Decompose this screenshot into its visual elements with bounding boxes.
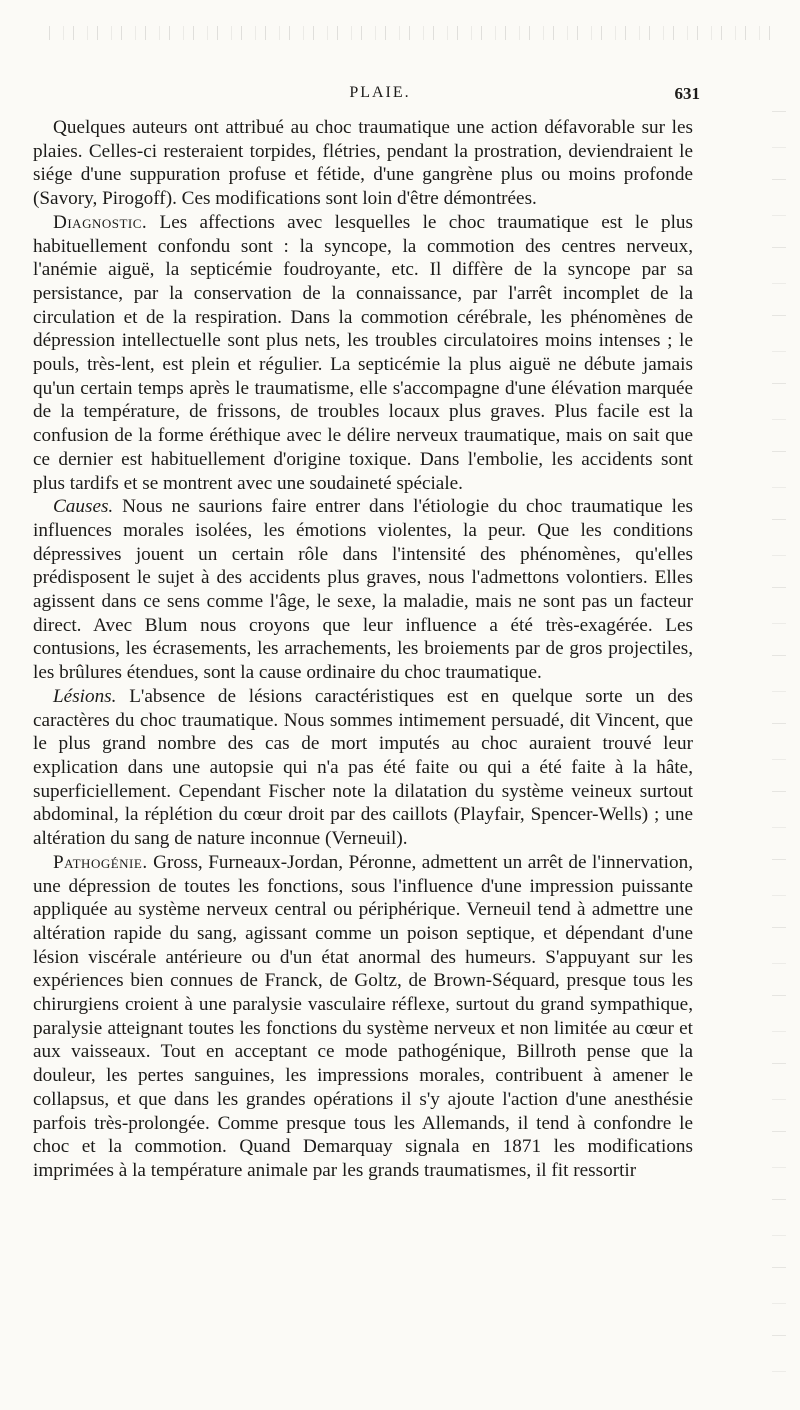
paragraph-text: Quelques auteurs ont attribué au choc traumatique une action défavorable sur les plaies. Celles-ci resteraient torpides, flétries, pendant la prostration, deviendraient le siége d'une suppuration profuse et fétide, d'une gangrène plus ou moins profonde (Savory, Pirogoff). Ces modifications sont loin d'être démontrées. bbox=[33, 117, 693, 210]
page-header bbox=[60, 84, 700, 110]
scan-noise-top bbox=[40, 26, 780, 40]
scan-noise-right bbox=[772, 80, 786, 1380]
running-title: PLAIE. bbox=[349, 84, 411, 101]
section-heading-lesions: Lésions. bbox=[53, 685, 117, 707]
paragraph-text: Les affections avec lesquelles le choc traumatique est le plus habituellement confondu sont : la syncope, la commotion des centres nerveux, l'anémie aiguë, la septicémie foudroyante, etc. Il diffère de la syncope par sa persistance, par la conservation de la connaissance, par l'arrêt incomplet de la circulation et de la respiration. Dans la commotion cérébrale, les phénomènes de dépression intellectuelle sont plus nets, les troubles circulatoires moins intenses ; le pouls, très-lent, est plein et régulier. La septicémie la plus aiguë ne débute jamais qu'un certain temps après le traumatisme, elle s'accompagne d'une élévation marquée de la température, de frissons, de troubles locaux plus graves. Plus facile est la confusion de la forme éréthique avec le délire nerveux traumatique, mais on sait que ce dernier est habituellement d'origine toxique. Dans l'embolie, les accidents sont plus tardifs et se montrent avec une soudaineté spéciale. bbox=[33, 211, 693, 494]
paragraph-diagnostic bbox=[33, 211, 693, 495]
section-heading-diagnostic: Diagnostic. bbox=[53, 211, 148, 233]
page-number: 631 bbox=[674, 84, 700, 103]
paragraph-text: L'absence de lésions caractéristiques est en quelque sorte un des caractères du choc traumatique. Nous sommes intimement persuadé, dit Vincent, que le plus grand nombre des cas de mort imputés au choc auraient trouvé leur explication dans une autopsie qui n'a pas été faite ou qui a été faite à la hâte, superficiellement. Cependant Fischer note la dilatation du système veineux surtout abdominal, la réplétion du cœur droit par des caillots (Playfair, Spencer-Wells) ; une altération du sang de nature inconnue (Verneuil). bbox=[33, 685, 693, 850]
paragraph-text: Nous ne saurions faire entrer dans l'étiologie du choc traumatique les influences morales isolées, les émotions violentes, la peur. Que les conditions dépressives jouent un certain rôle dans l'intensité des phénomènes, qu'elles prédisposent le sujet à des accidents plus graves, nous l'admettons volontiers. Elles agissent dans ce sens comme l'âge, le sexe, la maladie, mais ne sont pas un facteur direct. Avec Blum nous croyons que leur influence a été très-exagérée. Les contusions, les écrasements, les arrachements, les broiements par de gros projectiles, les brûlures étendues, sont la cause ordinaire du choc traumatique. bbox=[33, 496, 693, 684]
section-heading-causes: Causes. bbox=[53, 496, 114, 518]
paragraph-lesions bbox=[33, 685, 693, 851]
paragraph-pathogenie bbox=[33, 851, 693, 1183]
paragraph-causes bbox=[33, 495, 693, 685]
paragraph-text: Gross, Furneaux-Jordan, Péronne, admettent un arrêt de l'innervation, une dépression de toutes les fonctions, sous l'influence d'une impression puissante appliquée au système nerveux central ou périphérique. Verneuil tend à admettre une altération rapide du sang, agissant comme un poison septique, et dépendant d'une lésion viscérale antérieure ou d'un état anormal des humeurs. S'appuyant sur les expériences bien connues de Franck, de Goltz, de Brown-Séquard, presque tous les chirurgiens croient à une paralysie vasculaire réflexe, surtout du grand sympathique, paralysie atteignant toutes les fonctions du système nerveux et non limitée au cœur et aux vaisseaux. Tout en acceptant ce mode pathogénique, Billroth pense que la douleur, les pertes sanguines, les impressions morales, contribuent à amener le collapsus, et que dans les grandes opérations il s'y ajoute l'action d'une anesthésie parfois très-prolongée. Comme presque tous les Allemands, il tend à confondre le choc et la commotion. Quand Demarquay signala en 1871 les modifications imprimées à la température animale par les grands traumatismes, il fit ressortir bbox=[33, 851, 693, 1181]
section-heading-pathogenie: Pathogénie. bbox=[53, 851, 148, 873]
paragraph-intro bbox=[33, 116, 693, 211]
body-text bbox=[33, 116, 693, 1183]
